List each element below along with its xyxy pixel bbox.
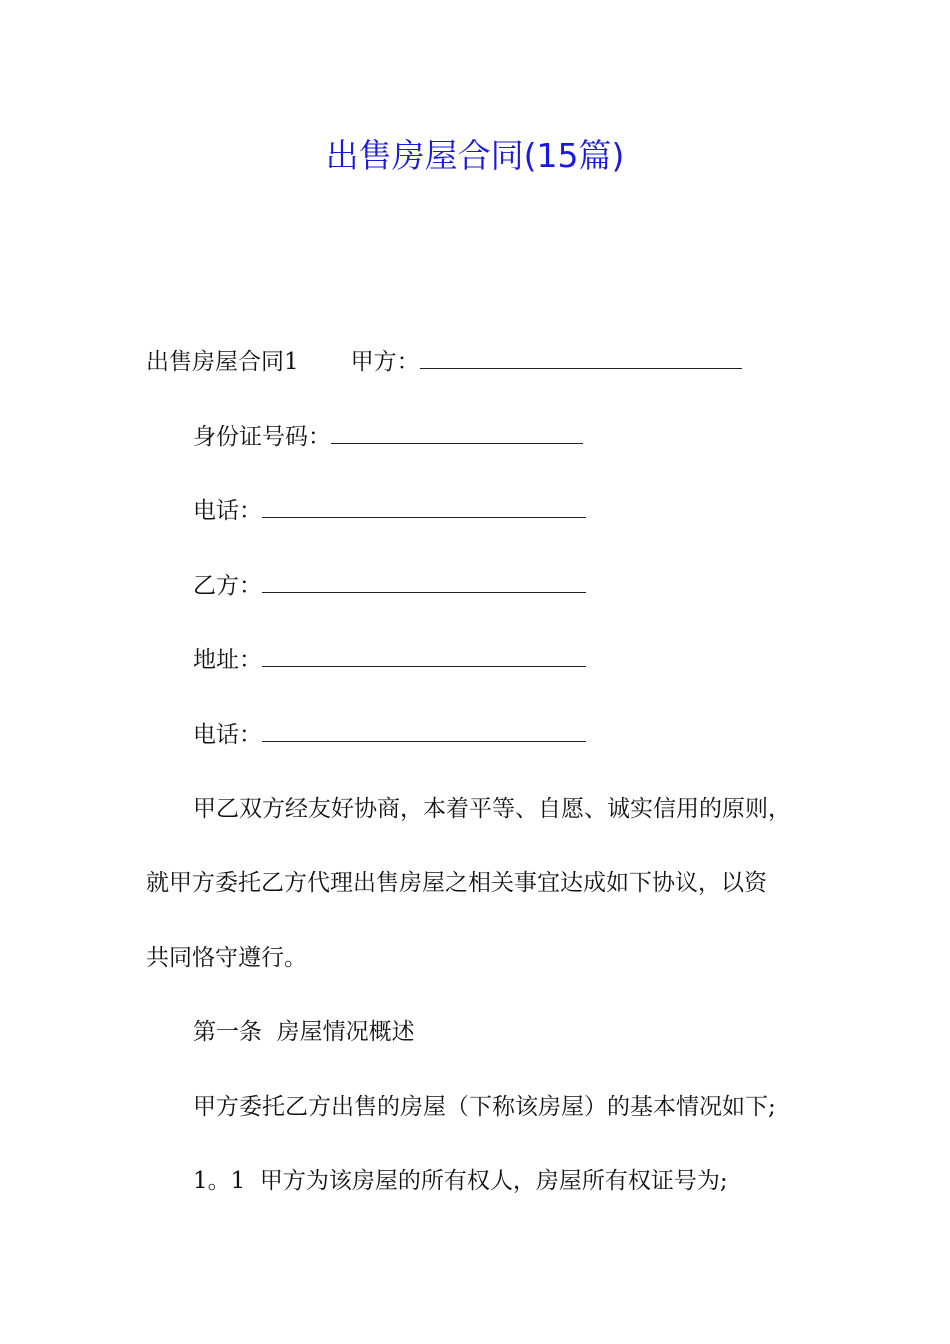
phone-a-label: 电话： [193, 498, 262, 524]
article-1-heading: 第一条 房屋情况概述 [193, 1019, 415, 1045]
id-number-blank[interactable] [331, 421, 583, 444]
party-b-line [193, 570, 586, 601]
phone-a-blank[interactable] [262, 495, 586, 518]
id-number-label: 身份证号码： [193, 424, 331, 450]
party-b-label: 乙方： [193, 573, 262, 599]
party-a-label: 甲方： [350, 349, 420, 375]
paragraph-1-line-3: 共同恪守遵行。 [146, 945, 307, 971]
phone-b-blank[interactable] [262, 719, 586, 742]
phone-b-line [193, 719, 586, 750]
phone-a-line [193, 495, 586, 526]
paragraph-1-line-2: 就甲方委托乙方代理出售房屋之相关事宜达成如下协议，以资 [146, 870, 767, 896]
address-label: 地址： [193, 647, 262, 673]
contract-heading: 出售房屋合同1 [146, 349, 299, 375]
paragraph-1-line-1: 甲乙双方经友好协商，本着平等、自愿、诚实信用的原则， [193, 796, 791, 822]
clause-1-1: 1。1 甲方为该房屋的所有权人，房屋所有权证号为; [193, 1168, 728, 1194]
document-title: 出售房屋合同(15篇) [325, 136, 625, 175]
address-blank[interactable] [262, 644, 586, 667]
article-1-intro: 甲方委托乙方出售的房屋（下称该房屋）的基本情况如下; [193, 1094, 776, 1120]
id-number-line [193, 421, 583, 452]
contract-heading-line [146, 346, 742, 377]
party-b-blank[interactable] [262, 570, 586, 593]
party-a-blank[interactable] [420, 346, 742, 369]
address-line [193, 644, 586, 675]
phone-b-label: 电话： [193, 722, 262, 748]
